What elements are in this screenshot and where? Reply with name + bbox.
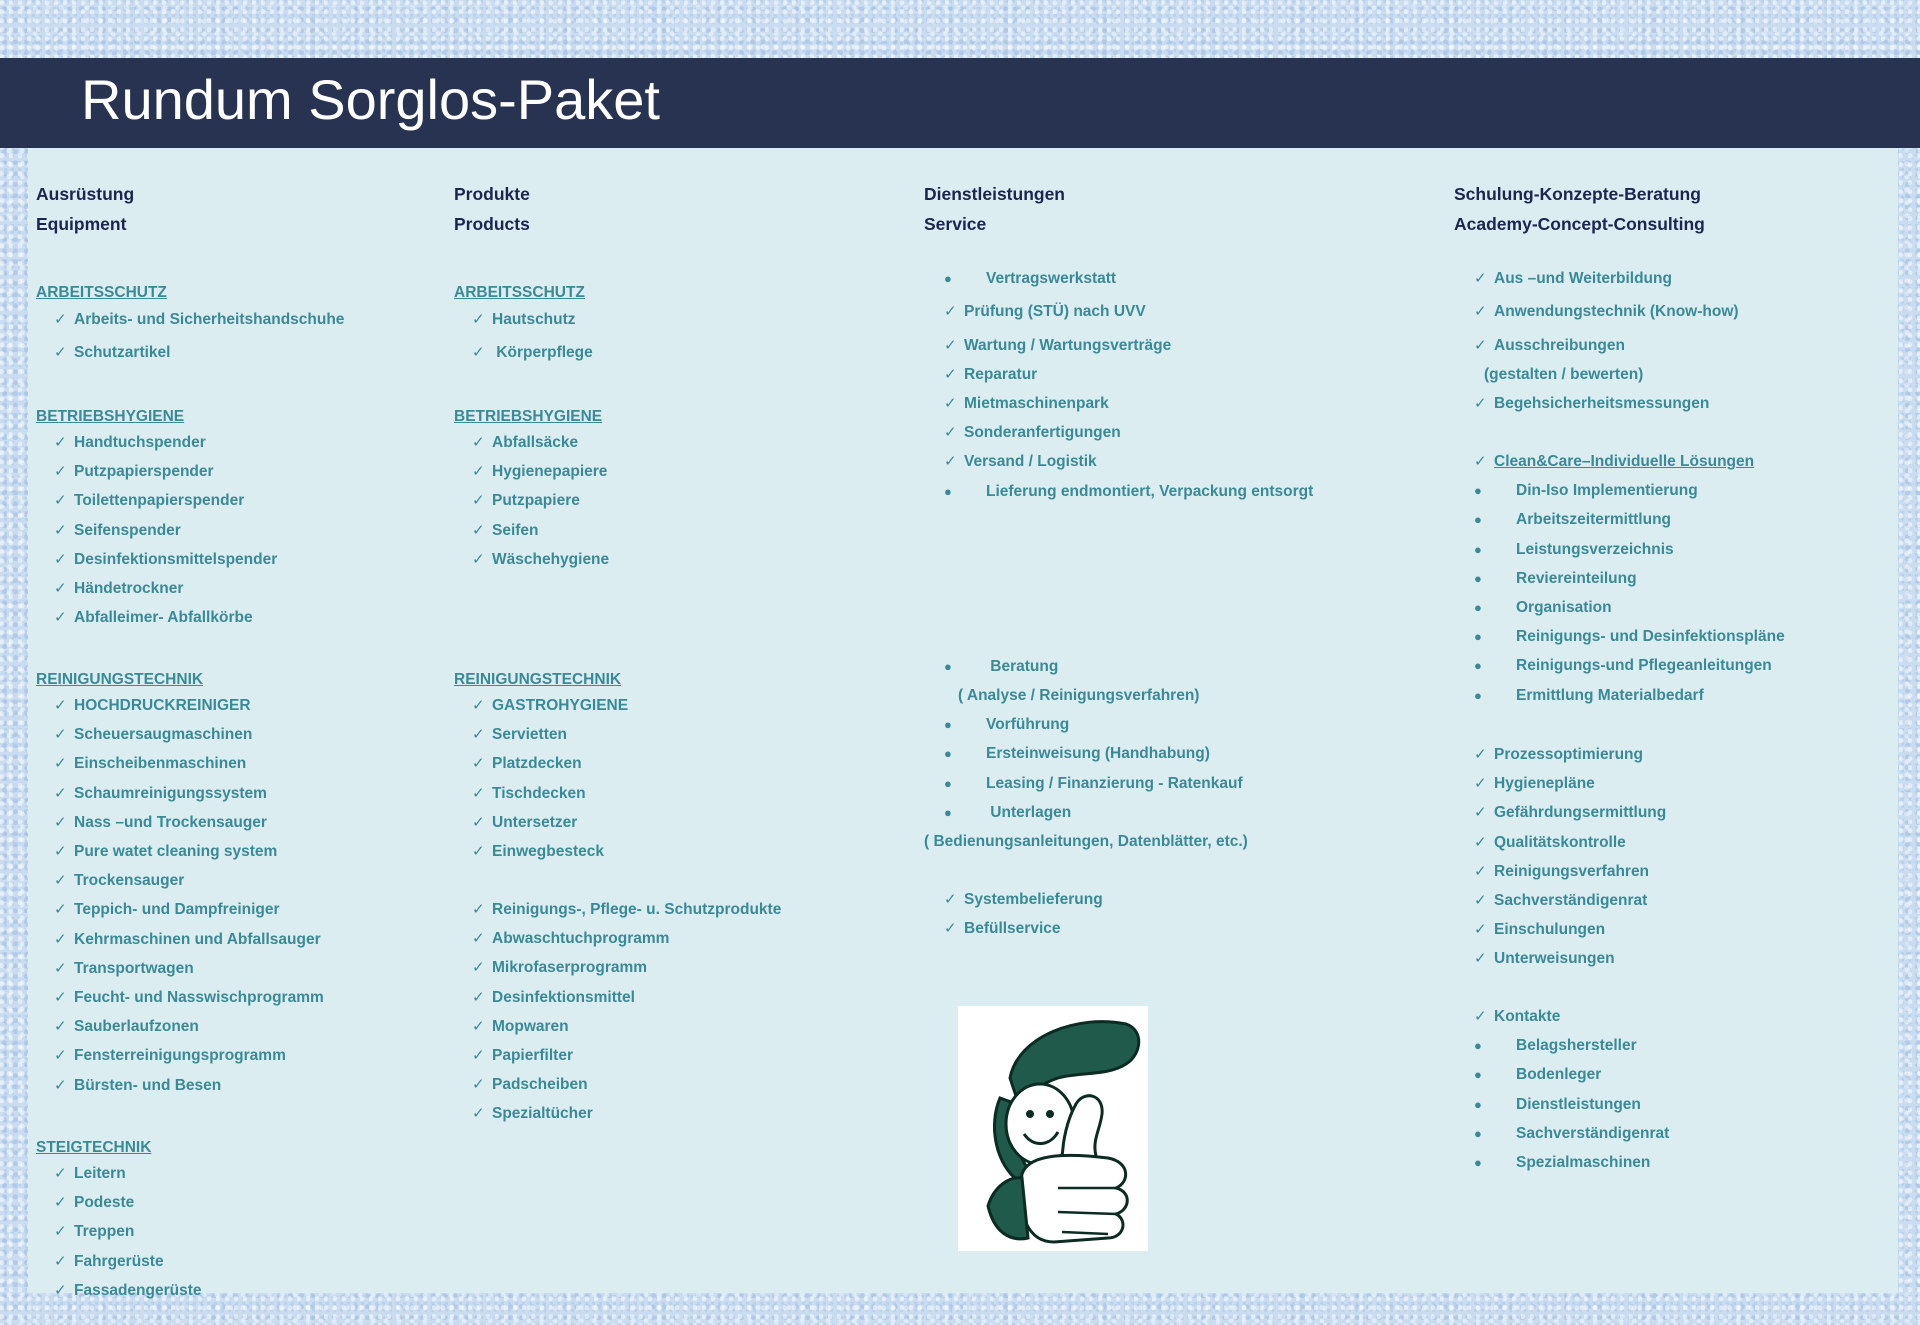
- list-item: [472, 550, 609, 570]
- bullet-icon: ●: [944, 484, 952, 499]
- check-icon: ✓: [54, 311, 67, 328]
- list-item: [1474, 540, 1674, 560]
- list-item: [54, 696, 251, 716]
- list-item: [472, 725, 567, 745]
- check-icon: ✓: [54, 813, 67, 831]
- list-item-text: ( Analyse / Reinigungsverfahren): [958, 687, 1200, 704]
- list-item-text: Servietten: [492, 726, 567, 744]
- list-item-text: Bodenleger: [1516, 1066, 1602, 1084]
- section-title: ARBEITSSCHUTZ: [454, 284, 585, 301]
- check-icon: ✓: [1474, 746, 1487, 763]
- check-icon: ✓: [472, 463, 485, 481]
- list-item: [944, 452, 1097, 472]
- bullet-icon: ●: [1474, 570, 1482, 586]
- list-item: [472, 1046, 573, 1066]
- list-item-text: Vertragswerkstatt: [986, 270, 1117, 287]
- check-icon: ✓: [54, 609, 67, 627]
- column-subheading: Equipment: [36, 214, 127, 234]
- list-item: [472, 813, 577, 833]
- check-icon: ✓: [1474, 775, 1487, 793]
- list-item: [944, 365, 1037, 385]
- bullet-icon: ●: [944, 717, 952, 732]
- check-icon: ✓: [1474, 303, 1487, 320]
- check-icon: ✓: [944, 920, 957, 937]
- bullet-icon: ●: [1474, 1096, 1482, 1112]
- check-icon: ✓: [472, 344, 485, 361]
- list-item: [944, 803, 1071, 823]
- list-item-text: Desinfektionsmittel: [492, 988, 635, 1006]
- check-icon: ✓: [54, 872, 67, 890]
- list-item-text: HOCHDRUCKREINIGER: [74, 697, 251, 714]
- list-item-text: Wartung / Wartungsverträge: [964, 337, 1172, 354]
- check-icon: ✓: [54, 1047, 67, 1065]
- bullet-icon: ●: [1474, 600, 1482, 615]
- list-item-text: Schaumreinigungssystem: [74, 784, 267, 802]
- list-item: [472, 958, 647, 978]
- list-item-text: Untersetzer: [492, 813, 578, 831]
- list-item-text: Hygienepapiere: [492, 463, 608, 481]
- list-item: [1474, 745, 1643, 765]
- check-icon: ✓: [1474, 892, 1487, 909]
- list-item-text: Spezialmaschinen: [1516, 1154, 1651, 1171]
- list-item: [944, 482, 1313, 502]
- list-item: [54, 1017, 199, 1037]
- list-item: [944, 774, 1243, 794]
- list-item: [1474, 949, 1615, 969]
- check-icon: ✓: [472, 813, 485, 831]
- list-item: [1474, 302, 1739, 322]
- list-item: [1474, 774, 1595, 794]
- list-item-text: Arbeits- und Sicherheitshandschuhe: [74, 311, 345, 328]
- list-item: [1474, 1065, 1601, 1085]
- list-item-text: Vorführung: [986, 716, 1070, 733]
- check-icon: ✓: [54, 843, 67, 860]
- list-item: [1474, 686, 1704, 706]
- list-item-text: Putzpapierspender: [74, 463, 214, 481]
- check-icon: ✓: [54, 1223, 67, 1241]
- list-item-text: Hygienepläne: [1494, 775, 1595, 793]
- list-item: [944, 269, 1116, 289]
- list-item: [472, 784, 586, 804]
- list-item-text: Platzdecken: [492, 755, 582, 773]
- column-heading: Schulung-Konzepte-Beratung: [1454, 184, 1701, 204]
- bullet-icon: ●: [1474, 1155, 1482, 1170]
- mascot-image: [958, 1006, 1148, 1251]
- list-item: [54, 1076, 221, 1096]
- list-item-text: Körperpflege: [492, 344, 593, 361]
- list-item: [1484, 365, 1643, 385]
- check-icon: ✓: [54, 930, 67, 948]
- list-item: [54, 1046, 286, 1066]
- list-item-text: Schutzartikel: [74, 344, 171, 361]
- list-item-text: Hautschutz: [492, 311, 576, 328]
- check-icon: ✓: [54, 1281, 67, 1299]
- list-item-text: Seifenspender: [74, 521, 181, 539]
- list-item-text: Sachverständigenrat: [1516, 1124, 1670, 1142]
- check-icon: ✓: [1474, 1008, 1487, 1025]
- list-item: [1474, 920, 1605, 940]
- thumbs-up-mascot-icon: [958, 1006, 1148, 1251]
- list-item: [54, 725, 252, 745]
- list-item-text: Belagshersteller: [1516, 1037, 1637, 1055]
- title-banner: [0, 58, 1920, 148]
- section-title: STEIGTECHNIK: [36, 1139, 152, 1156]
- list-item: [54, 754, 246, 774]
- bullet-icon: ●: [1474, 512, 1482, 528]
- list-item-text: Systembelieferung: [964, 891, 1103, 908]
- bullet-icon: ●: [1474, 629, 1482, 645]
- check-icon: ✓: [54, 434, 67, 451]
- bullet-icon: ●: [944, 746, 952, 761]
- list-item-text: Qualitätskontrolle: [1494, 833, 1626, 851]
- check-icon: ✓: [944, 303, 957, 320]
- list-item-text: Prüfung (STÜ) nach UVV: [964, 303, 1146, 320]
- list-item-text: Clean&Care–Individuelle Lösungen: [1494, 453, 1755, 470]
- check-icon: ✓: [54, 989, 67, 1006]
- check-icon: ✓: [472, 1047, 485, 1064]
- list-item-text: Reinigungsverfahren: [1494, 862, 1650, 880]
- bullet-icon: ●: [944, 805, 952, 820]
- list-item: [924, 832, 1248, 852]
- check-icon: ✓: [472, 311, 485, 328]
- list-item-text: Mietmaschinenpark: [964, 395, 1109, 412]
- check-icon: ✓: [54, 1194, 67, 1212]
- section-title: REINIGUNGSTECHNIK: [454, 671, 622, 688]
- list-item-text: Beratung: [986, 658, 1059, 675]
- list-item: [472, 696, 628, 716]
- bullet-icon: ●: [1474, 1038, 1482, 1054]
- list-item-text: Ermittlung Materialbedarf: [1516, 686, 1704, 704]
- check-icon: ✓: [472, 1017, 485, 1035]
- list-item-text: (gestalten / bewerten): [1484, 366, 1644, 383]
- list-item-text: Teppich- und Dampfreiniger: [74, 901, 280, 919]
- bullet-icon: ●: [1474, 541, 1482, 557]
- check-icon: ✓: [472, 521, 485, 539]
- list-item-text: Unterweisungen: [1494, 950, 1615, 968]
- list-item: [1474, 833, 1626, 853]
- check-icon: ✓: [54, 1018, 67, 1036]
- check-icon: ✓: [1474, 453, 1487, 470]
- list-item: [472, 310, 576, 330]
- check-icon: ✓: [472, 726, 485, 744]
- check-icon: ✓: [1474, 833, 1487, 851]
- list-item: [1474, 1036, 1637, 1056]
- list-item-text: Ausschreibungen: [1494, 337, 1625, 354]
- list-item-text: Aus –und Weiterbildung: [1494, 270, 1672, 287]
- list-item: [1474, 1124, 1669, 1144]
- list-item: [472, 900, 781, 920]
- list-item-text: Abwaschtuchprogramm: [492, 930, 670, 948]
- list-item: [1474, 336, 1625, 356]
- check-icon: ✓: [1474, 337, 1487, 354]
- list-item-text: Padscheiben: [492, 1076, 588, 1094]
- list-item: [54, 343, 170, 363]
- check-icon: ✓: [472, 784, 485, 802]
- check-icon: ✓: [54, 755, 67, 773]
- list-item: [472, 1104, 593, 1124]
- list-item: [472, 491, 580, 511]
- check-icon: ✓: [472, 697, 485, 714]
- list-item-text: Papierfilter: [492, 1047, 573, 1064]
- check-icon: ✓: [54, 959, 67, 977]
- list-item-text: Bürsten- und Besen: [74, 1076, 222, 1094]
- list-item-text: Abfallsäcke: [492, 434, 579, 451]
- list-item-text: Sauberlaufzonen: [74, 1018, 199, 1036]
- check-icon: ✓: [54, 901, 67, 919]
- list-item: [54, 433, 206, 453]
- list-item-text: Befüllservice: [964, 920, 1061, 937]
- check-icon: ✓: [944, 891, 957, 908]
- check-icon: ✓: [472, 755, 485, 773]
- list-item-text: Lieferung endmontiert, Verpackung entsorgt: [986, 483, 1314, 500]
- list-item: [54, 784, 267, 804]
- list-item: [472, 842, 604, 862]
- list-item-text: Organisation: [1516, 599, 1612, 616]
- column-subheading: Products: [454, 214, 530, 234]
- list-item-text: Versand / Logistik: [964, 453, 1097, 470]
- bullet-icon: ●: [1474, 1067, 1482, 1083]
- list-item: [472, 343, 593, 363]
- list-item: [472, 929, 669, 949]
- list-item-text: Desinfektionsmittelspender: [74, 550, 278, 568]
- check-icon: ✓: [54, 784, 67, 802]
- check-icon: ✓: [1474, 862, 1487, 880]
- bullet-icon: ●: [1474, 687, 1482, 703]
- list-item: [1474, 862, 1649, 882]
- list-item-text: Ersteinweisung (Handhabung): [986, 745, 1210, 762]
- check-icon: ✓: [54, 1252, 67, 1270]
- list-item-text: Handtuchspender: [74, 434, 206, 451]
- check-icon: ✓: [472, 434, 485, 451]
- list-item-text: Nass –und Trockensauger: [74, 813, 267, 831]
- list-item-text: Leasing / Finanzierung - Ratenkauf: [986, 775, 1243, 792]
- check-icon: ✓: [472, 492, 485, 510]
- list-item-text: ( Bedienungsanleitungen, Datenblätter, etc.): [924, 833, 1248, 850]
- check-icon: ✓: [944, 424, 957, 441]
- list-item: [944, 657, 1058, 677]
- list-item-text: Podeste: [74, 1194, 135, 1212]
- list-item: [944, 302, 1146, 322]
- list-item-text: Treppen: [74, 1223, 135, 1241]
- check-icon: ✓: [1474, 921, 1487, 939]
- check-icon: ✓: [944, 395, 957, 412]
- list-item: [54, 1193, 134, 1213]
- check-icon: ✓: [472, 843, 485, 860]
- list-item-text: Fahrgerüste: [74, 1252, 164, 1270]
- section-title: BETRIEBSHYGIENE: [36, 408, 185, 425]
- check-icon: ✓: [472, 1076, 485, 1094]
- list-item: [54, 550, 277, 570]
- list-item-text: Din-Iso Implementierung: [1516, 482, 1698, 500]
- list-item: [54, 988, 324, 1008]
- list-item-text: Tischdecken: [492, 784, 586, 802]
- list-item-text: Dienstleistungen: [1516, 1095, 1641, 1113]
- list-item: [472, 521, 539, 541]
- list-item-text: Einwegbesteck: [492, 843, 604, 860]
- check-icon: ✓: [944, 366, 957, 383]
- list-item: [1474, 394, 1709, 414]
- bullet-icon: ●: [1474, 1125, 1482, 1141]
- check-icon: ✓: [472, 959, 485, 977]
- section-title: ARBEITSSCHUTZ: [36, 284, 167, 301]
- list-item: [1474, 452, 1754, 472]
- check-icon: ✓: [472, 930, 485, 948]
- column-subheading: Service: [924, 214, 987, 234]
- list-item: [1474, 269, 1672, 289]
- list-item: [54, 1252, 164, 1272]
- list-item: [54, 1281, 202, 1301]
- column-heading: Produkte: [454, 184, 530, 204]
- check-icon: ✓: [472, 988, 485, 1006]
- check-icon: ✓: [54, 550, 67, 568]
- list-item: [472, 1075, 588, 1095]
- list-item: [1474, 627, 1785, 647]
- list-item-text: Händetrockner: [74, 580, 184, 597]
- list-item-text: Unterlagen: [986, 804, 1072, 821]
- check-icon: ✓: [54, 580, 67, 597]
- check-icon: ✓: [1474, 804, 1487, 822]
- list-item: [54, 842, 277, 862]
- bullet-icon: ●: [944, 776, 952, 791]
- bullet-icon: ●: [1474, 658, 1482, 674]
- list-item-text: GASTROHYGIENE: [492, 697, 629, 714]
- list-item: [958, 686, 1199, 706]
- list-item: [944, 715, 1069, 735]
- list-item-text: Fassadengerüste: [74, 1281, 202, 1299]
- list-item: [1474, 598, 1612, 618]
- list-item: [472, 754, 582, 774]
- check-icon: ✓: [472, 550, 485, 568]
- list-item-text: Kehrmaschinen und Abfallsauger: [74, 930, 321, 948]
- check-icon: ✓: [54, 1076, 67, 1094]
- list-item-text: Seifen: [492, 521, 539, 539]
- list-item: [472, 433, 578, 453]
- page-title: Rundum Sorglos-Paket: [81, 68, 660, 131]
- check-icon: ✓: [1474, 950, 1487, 968]
- list-item: [472, 988, 635, 1008]
- bullet-icon: ●: [944, 271, 952, 286]
- list-item: [944, 394, 1109, 414]
- list-item-text: Reinigungs-und Pflegeanleitungen: [1516, 657, 1772, 675]
- list-item: [1474, 510, 1671, 530]
- list-item: [54, 1164, 126, 1184]
- check-icon: ✓: [54, 1165, 67, 1182]
- check-icon: ✓: [54, 492, 67, 510]
- list-item-text: Mikrofaserprogramm: [492, 959, 648, 977]
- list-item-text: Wäschehygiene: [492, 550, 610, 568]
- list-item-text: Pure watet cleaning system: [74, 843, 278, 860]
- column-subheading: Academy-Concept-Consulting: [1454, 214, 1705, 234]
- check-icon: ✓: [1474, 395, 1487, 412]
- list-item-text: Trockensauger: [74, 872, 185, 890]
- list-item: [54, 491, 244, 511]
- list-item: [944, 919, 1061, 939]
- list-item: [54, 462, 214, 482]
- check-icon: ✓: [472, 901, 485, 918]
- list-item-text: Kontakte: [1494, 1008, 1561, 1025]
- list-item: [1474, 803, 1666, 823]
- list-item: [1474, 891, 1647, 911]
- list-item: [54, 900, 280, 920]
- list-item: [54, 871, 184, 891]
- check-icon: ✓: [54, 463, 67, 481]
- list-item: [54, 959, 194, 979]
- list-item-text: Reinigungs-, Pflege- u. Schutzprodukte: [492, 901, 782, 918]
- list-item: [54, 930, 321, 950]
- list-item-text: Spezialtücher: [492, 1105, 593, 1123]
- bullet-icon: ●: [1474, 483, 1482, 499]
- check-icon: ✓: [54, 521, 67, 539]
- list-item-text: Sonderanfertigungen: [964, 424, 1121, 441]
- list-item-text: Arbeitszeitermittlung: [1516, 511, 1672, 529]
- list-item-text: Begehsicherheitsmessungen: [1494, 395, 1710, 412]
- list-item: [944, 336, 1171, 356]
- list-item-text: Reparatur: [964, 366, 1038, 383]
- list-item: [472, 1017, 569, 1037]
- list-item: [54, 310, 344, 330]
- list-item: [54, 1222, 134, 1242]
- list-item-text: Einschulungen: [1494, 921, 1606, 939]
- list-item-text: Sachverständigenrat: [1494, 892, 1648, 909]
- list-item-text: Transportwagen: [74, 959, 194, 977]
- list-item: [1474, 1153, 1650, 1173]
- check-icon: ✓: [472, 1105, 485, 1123]
- list-item-text: Scheuersaugmaschinen: [74, 726, 253, 744]
- list-item: [54, 579, 183, 599]
- list-item-text: Einscheibenmaschinen: [74, 755, 247, 773]
- list-item-text: Feucht- und Nasswischprogramm: [74, 989, 324, 1006]
- list-item-text: Reinigungs- und Desinfektionspläne: [1516, 628, 1785, 646]
- bullet-icon: ●: [944, 659, 952, 674]
- check-icon: ✓: [944, 337, 957, 354]
- column-heading: Ausrüstung: [36, 184, 135, 204]
- list-item: [54, 813, 267, 833]
- list-item: [1474, 1007, 1560, 1027]
- column-heading: Dienstleistungen: [924, 184, 1065, 204]
- check-icon: ✓: [54, 726, 67, 744]
- list-item-text: Prozessoptimierung: [1494, 746, 1643, 763]
- list-item-text: Abfalleimer- Abfallkörbe: [74, 609, 253, 627]
- list-item-text: Fensterreinigungsprogramm: [74, 1047, 286, 1065]
- list-item: [472, 462, 607, 482]
- check-icon: ✓: [54, 344, 67, 361]
- list-item-text: Putzpapiere: [492, 492, 580, 510]
- list-item-text: Reviereinteilung: [1516, 569, 1637, 587]
- list-item: [54, 521, 181, 541]
- list-item: [944, 890, 1103, 910]
- list-item-text: Mopwaren: [492, 1017, 569, 1035]
- list-item-text: Leitern: [74, 1165, 126, 1182]
- list-item: [944, 744, 1210, 764]
- section-title: BETRIEBSHYGIENE: [454, 408, 603, 425]
- list-item: [1474, 569, 1637, 589]
- list-item: [1474, 656, 1772, 676]
- check-icon: ✓: [944, 453, 957, 470]
- list-item: [944, 423, 1121, 443]
- section-title: REINIGUNGSTECHNIK: [36, 671, 204, 688]
- check-icon: ✓: [1474, 270, 1487, 287]
- list-item-text: Toilettenpapierspender: [74, 492, 245, 510]
- list-item: [1474, 1095, 1641, 1115]
- list-item-text: Anwendungstechnik (Know-how): [1494, 303, 1739, 320]
- check-icon: ✓: [54, 697, 67, 714]
- list-item: [54, 608, 253, 628]
- list-item-text: Gefährdungsermittlung: [1494, 804, 1667, 822]
- list-item: [1474, 481, 1698, 501]
- list-item-text: Leistungsverzeichnis: [1516, 540, 1674, 558]
